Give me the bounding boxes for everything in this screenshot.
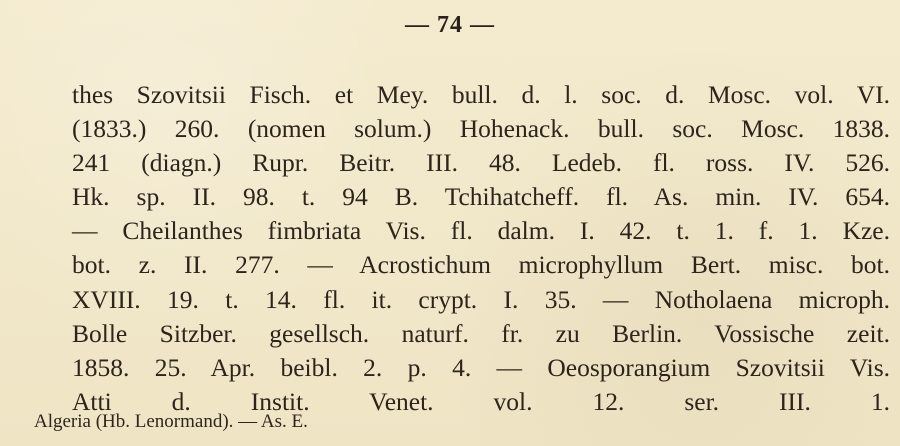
text-line-9: 1858. 25. Apr. beibl. 2. p. 4. — Oeosporangium Szovitsii Vis. [72, 352, 890, 382]
text-line-1: thes Szovitsii Fisch. et Mey. bull. d. l. soc. d. Mosc. vol. VI. [72, 80, 890, 109]
text-line-5: — Cheilanthes fimbriata Vis. fl. dalm. I. 42. t. 1. f. 1. Kze. [72, 216, 890, 246]
text-line-3: 241 (diagn.) Rupr. Beitr. III. 48. Ledeb. fl. ross. IV. 526. [72, 148, 890, 178]
main-text-block [72, 78, 890, 419]
page-number: — 74 — [405, 12, 495, 38]
text-line-8: Bolle Sitzber. gesellsch. naturf. fr. zu Berlin. Vossische zeit. [72, 318, 890, 348]
text-line-2: (1833.) 260. (nomen solum.) Hohenack. bull. soc. Mosc. 1838. [72, 114, 890, 144]
text-line-4: Hk. sp. II. 98. t. 94 B. Tchihatcheff. fl. As. min. IV. 654. [72, 182, 890, 212]
text-line-6: bot. z. II. 277. — Acrostichum microphyllum Bert. misc. bot. [72, 250, 890, 280]
text-line-7: XVIII. 19. t. 14. fl. it. crypt. I. 35. — Notholaena microph. [72, 284, 890, 314]
text-line-10: Atti d. Instit. Venet. vol. 12. ser. III. 1. [72, 386, 890, 416]
footer-line: Algeria (Hb. Lenormand). — As. E. [34, 411, 308, 432]
